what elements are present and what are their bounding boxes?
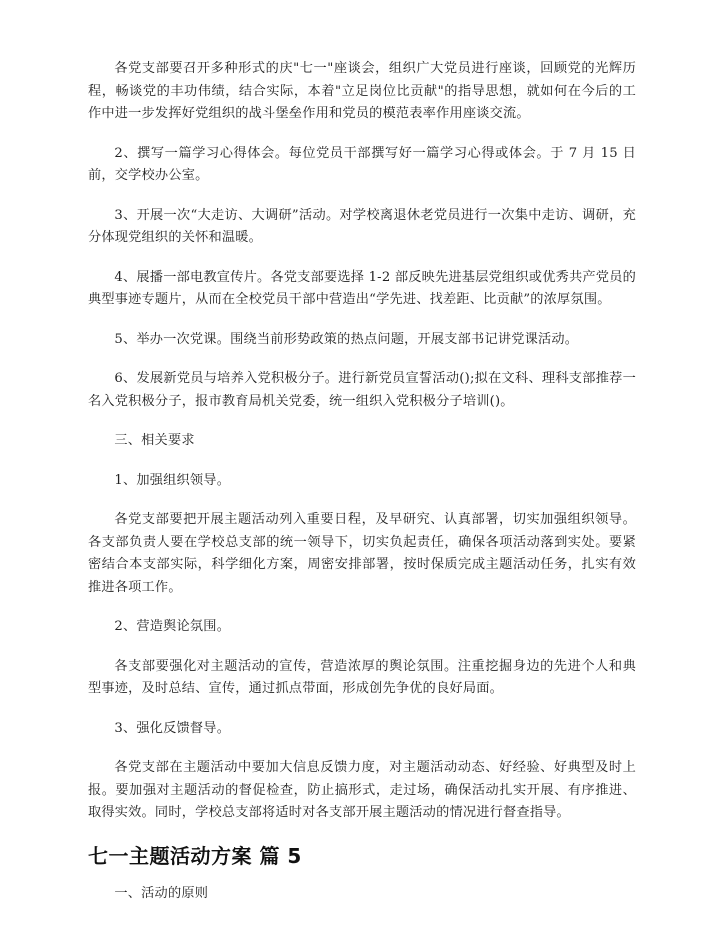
paragraph-item-2: 2、撰写一篇学习心得体会。每位党员干部撰写好一篇学习心得或体会。于 7 月 15 日前，交学校办公室。 — [88, 145, 636, 183]
paragraph-leadership: 各党支部要把开展主题活动列入重要日程，及早研究、认真部署，切实加强组织领导。各支部负责人要在学校总支部的统一领导下，切实负起责任，确保各项活动落到实处。要紧密结合本支部实际，科学细化方案，周密安排部署，按时保质完成主题活动任务，扎实有效推进各项工作。 — [88, 512, 636, 595]
subheading-principles: 一、活动的原则 — [114, 885, 209, 901]
paragraph-symposium: 各党支部要召开多种形式的庆"七一"座谈会，组织广大党员进行座谈，回顾党的光辉历程，畅谈党的丰功伟绩，结合实际，本着"立足岗位比贡献"的指导思想，就如何在今后的工作中进一步发挥好党组织的战斗堡垒作用和党员的模范表率作用座谈交流。 — [88, 61, 636, 121]
subheading-leadership: 1、加强组织领导。 — [114, 472, 231, 488]
section-heading: 七一主题活动方案 篇 5 — [88, 843, 302, 868]
paragraph-atmosphere: 各支部要强化对主题活动的宣传，营造浓厚的舆论氛围。注重挖掘身边的先进个人和典型事迹，及时总结、宣传，通过抓点带面，形成创先争优的良好局面。 — [88, 658, 636, 696]
subheading-atmosphere: 2、营造舆论氛围。 — [114, 619, 231, 634]
paragraph-item-3: 3、开展一次“大走访、大调研”活动。对学校离退休老党员进行一次集中走访、调研，充分体现党组织的关怀和温暖。 — [88, 207, 636, 245]
paragraph-item-5: 5、举办一次党课。围绕当前形势政策的热点问题，开展支部书记讲党课活动。 — [114, 331, 579, 347]
document-page — [88, 58, 636, 922]
paragraph-feedback: 各党支部在主题活动中要加大信息反馈力度，对主题活动动态、好经验、好典型及时上报。要加强对主题活动的督促检查，防止搞形式，走过场，确保活动扎实开展、有序推进、取得实效。同时，学校总支部将适时对各支部开展主题活动的情况进行督查指导。 — [88, 760, 636, 820]
subheading-requirements: 三、相关要求 — [114, 433, 195, 448]
paragraph-item-6: 6、发展新党员与培养入党积极分子。进行新党员宣誓活动();拟在文科、理科支部推荐一名入党积极分子，报市教育局机关党委，统一组织入党积极分子培训()。 — [88, 371, 636, 409]
paragraph-item-4: 4、展播一部电教宣传片。各党支部要选择 1-2 部反映先进基层党组织或优秀共产党员的典型事迹专题片，从而在全校党员干部中营造出“学先进、找差距、比贡献”的浓厚氛围。 — [88, 269, 636, 307]
subheading-feedback: 3、强化反馈督导。 — [114, 720, 231, 736]
